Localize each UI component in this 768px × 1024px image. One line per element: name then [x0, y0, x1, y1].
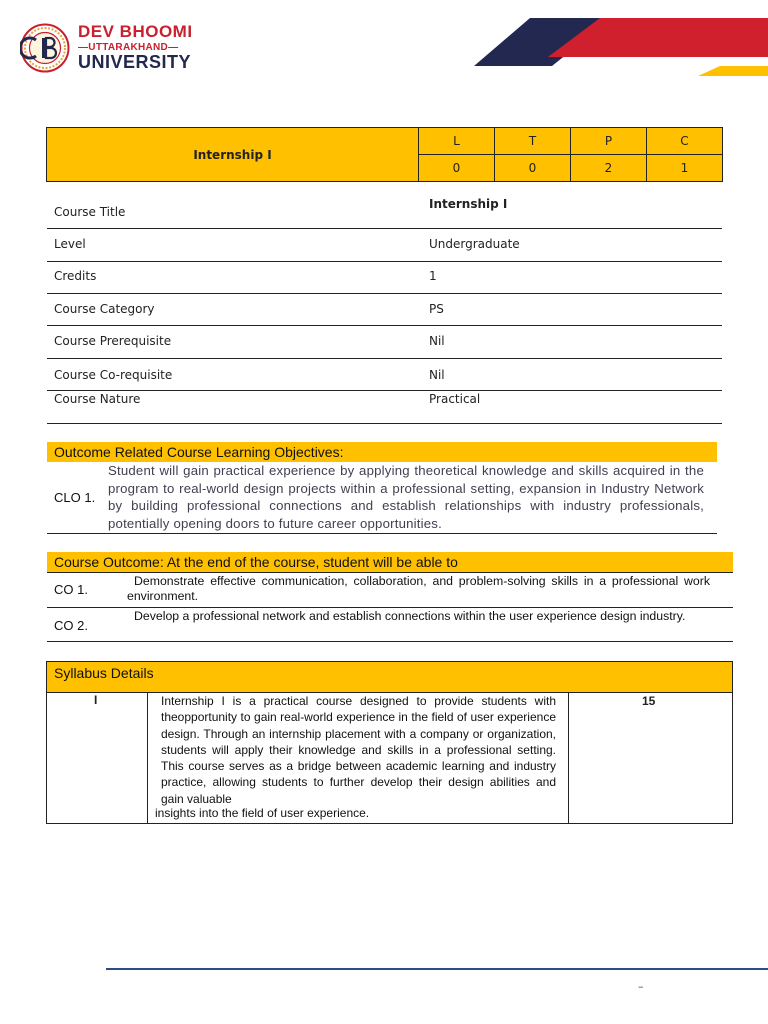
page-mark: –	[638, 980, 644, 993]
info-label-prerequisite: Course Prerequisite	[54, 334, 172, 348]
row-divider	[47, 641, 733, 642]
objectives-bottom-rule	[47, 533, 717, 534]
co-code-1: CO 1.	[54, 582, 88, 597]
ltpc-table	[46, 127, 723, 182]
ltpc-value-t: 0	[495, 155, 571, 182]
info-label-course-nature: Course Nature	[54, 392, 141, 406]
row-divider	[47, 358, 722, 359]
co-text-2: Develop a professional network and establish connections within the user experience design industry.	[134, 609, 686, 623]
info-value-course-category: PS	[429, 302, 444, 316]
row-divider	[47, 607, 733, 608]
course-name-cell: Internship I	[47, 128, 419, 182]
info-label-course-title: Course Title	[54, 205, 126, 219]
row-divider	[47, 325, 722, 326]
info-label-credits: Credits	[54, 269, 97, 283]
clo-code: CLO 1.	[54, 490, 96, 505]
info-label-corequisite: Course Co-requisite	[54, 368, 173, 382]
syllabus-description-last-line: insights into the field of user experience.	[155, 806, 370, 820]
row-divider	[47, 423, 722, 424]
info-value-corequisite: Nil	[429, 368, 445, 382]
brand-name-line2: —UTTARAKHAND—	[78, 42, 179, 53]
ltpc-value-c: 1	[647, 155, 723, 182]
info-value-course-title: Internship I	[429, 197, 508, 211]
footer-rule	[106, 968, 768, 970]
header-decoration	[470, 14, 768, 76]
row-divider	[47, 261, 722, 262]
brand-name-line3: UNIVERSITY	[78, 52, 192, 72]
clo-text: Student will gain practical experience by applying theoretical knowledge and skills acquired in the program to real-world design projects within a professional setting, expansion in Industry Network by building professional connections and establish relationships with industry professionals, potentially opening doors to future career opportunities.	[108, 463, 704, 531]
brand-name-line1: DEV BHOOMI	[78, 22, 193, 41]
info-label-course-category: Course Category	[54, 302, 155, 316]
ltpc-header-l: L	[419, 128, 495, 155]
column-divider	[147, 692, 148, 823]
co-code-2: CO 2.	[54, 618, 88, 633]
info-value-prerequisite: Nil	[429, 334, 445, 348]
objectives-heading: Outcome Related Course Learning Objectives:	[47, 442, 717, 462]
university-seal-logo	[20, 23, 70, 73]
info-value-level: Undergraduate	[429, 237, 520, 251]
ltpc-header-c: C	[647, 128, 723, 155]
row-divider	[47, 572, 733, 573]
co-text-1: Demonstrate effective communication, collaboration, and problem-solving skills in a professional work environment.	[127, 574, 710, 603]
syllabus-unit: I	[94, 693, 98, 707]
column-divider	[568, 692, 569, 823]
outcomes-heading: Course Outcome: At the end of the course, student will be able to	[47, 552, 733, 572]
syllabus-hours: 15	[642, 694, 656, 708]
syllabus-description: Internship I is a practical course designed to provide students with theopportunity to gain real-world experience in the field of user experience design. Through an internship placement with a company or organization, students will apply their knowledge and skills in a professional setting. This course serves as a bridge between academic learning and industry practice, allowing students to further develop their design abilities and gain valuable	[161, 694, 556, 806]
ltpc-header-t: T	[495, 128, 571, 155]
info-label-level: Level	[54, 237, 86, 251]
ltpc-value-p: 2	[571, 155, 647, 182]
row-divider	[47, 390, 722, 391]
ltpc-header-p: P	[571, 128, 647, 155]
row-divider	[47, 293, 722, 294]
info-value-credits: 1	[429, 269, 437, 283]
ltpc-value-l: 0	[419, 155, 495, 182]
row-divider	[47, 228, 722, 229]
info-value-course-nature: Practical	[429, 392, 481, 406]
syllabus-heading: Syllabus Details	[47, 662, 732, 692]
